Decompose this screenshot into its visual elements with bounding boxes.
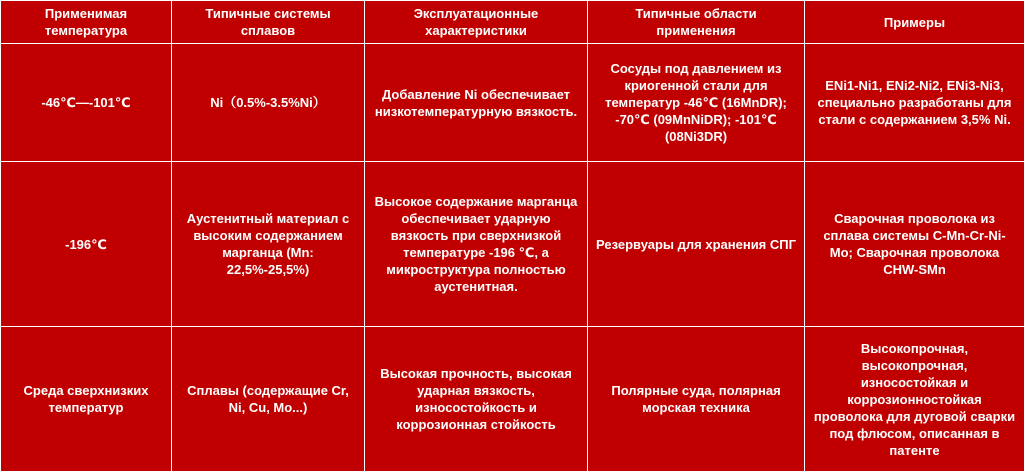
table-row — [1, 327, 1024, 472]
header-alloy-systems: Типичные системы сплавов — [172, 1, 365, 44]
cell-example: ENi1-Ni1, ENi2-Ni2, ENi3-Ni3, специально разработаны для стали с содержанием 3,5% Ni. — [805, 44, 1024, 162]
header-row — [1, 1, 1024, 44]
table-row — [1, 162, 1024, 327]
cell-performance: Добавление Ni обеспечивает низкотемпературную вязкость. — [365, 44, 588, 162]
cell-alloy-system: Ni（0.5%-3.5%Ni） — [172, 44, 365, 162]
cell-application: Резервуары для хранения СПГ — [588, 162, 805, 327]
cell-alloy-system: Сплавы (содержащие Cr, Ni, Cu, Mo...) — [172, 327, 365, 472]
cell-temperature: Среда сверхнизких температур — [1, 327, 172, 472]
cell-performance: Высокая прочность, высокая ударная вязкость, износостойкость и коррозионная стойкость — [365, 327, 588, 472]
table-body — [1, 44, 1024, 472]
table-header — [1, 1, 1024, 44]
cell-example: Сварочная проволока из сплава системы C-Mn-Cr-Ni-Mo; Сварочная проволока CHW-SMn — [805, 162, 1024, 327]
header-examples: Примеры — [805, 1, 1024, 44]
cell-temperature: -46℃—-101℃ — [1, 44, 172, 162]
header-performance: Эксплуатационные характеристики — [365, 1, 588, 44]
cell-alloy-system: Аустенитный материал с высоким содержанием марганца (Mn: 22,5%-25,5%) — [172, 162, 365, 327]
cell-performance: Высокое содержание марганца обеспечивает ударную вязкость при сверхнизкой температуре -196 ℃, а микроструктура полностью аустенитная. — [365, 162, 588, 327]
header-temperature: Применимая температура — [1, 1, 172, 44]
table-row — [1, 44, 1024, 162]
cell-temperature: -196℃ — [1, 162, 172, 327]
cell-example: Высокопрочная, высокопрочная, износостойкая и коррозионностойкая проволока для дуговой сварки под флюсом, описанная в патенте — [805, 327, 1024, 472]
cell-application: Сосуды под давлением из криогенной стали для температур -46℃ (16MnDR); -70℃ (09MnNiDR); -101℃ (08Ni3DR) — [588, 44, 805, 162]
cell-application: Полярные суда, полярная морская техника — [588, 327, 805, 472]
header-applications: Типичные области применения — [588, 1, 805, 44]
